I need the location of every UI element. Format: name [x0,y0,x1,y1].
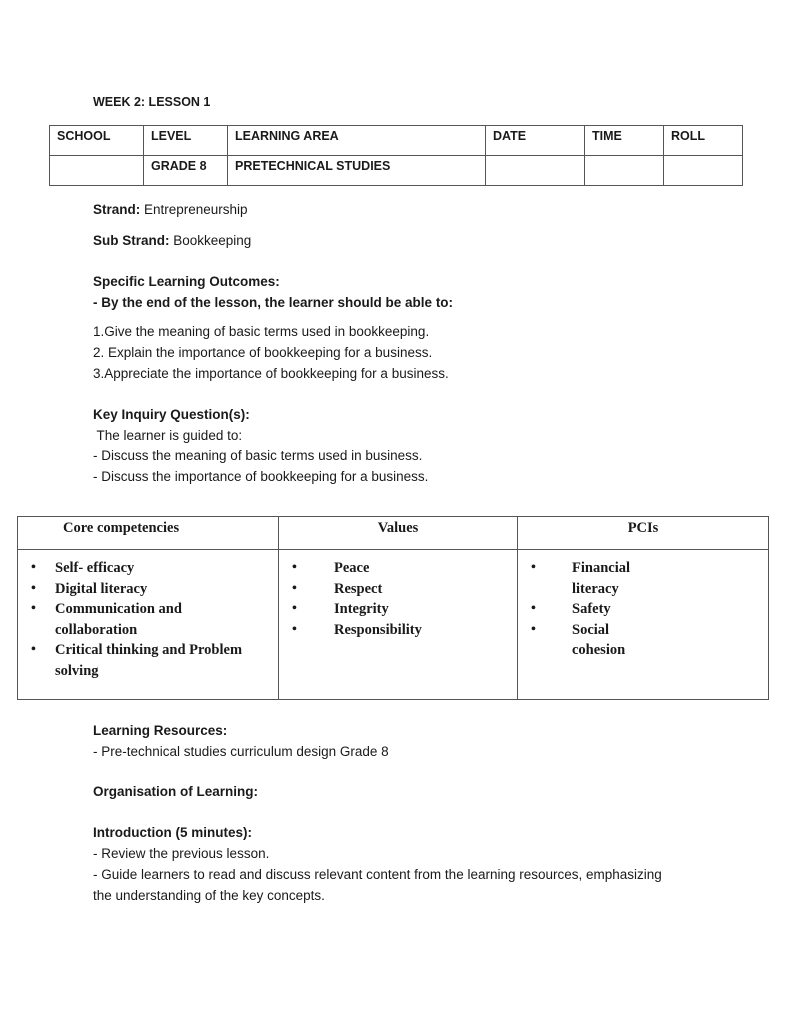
strand-line [93,199,248,220]
time-label: TIME [585,126,664,156]
outcomes-list [93,321,449,384]
core-competency-item: • Digital literacy [19,579,277,600]
date-label: DATE [486,126,585,156]
core-competency-item: • Critical thinking and Problem solving [19,640,277,681]
pci-item: • Financial literacy [519,558,669,599]
pci-item: • Safety [519,599,669,620]
level-label: LEVEL [144,126,228,156]
outcomes-intro: - By the end of the lesson, the learner should be able to: [93,295,454,310]
header-label-row [50,126,743,156]
inquiry-item: - Discuss the meaning of basic terms used in business. [93,448,423,463]
outcome-item: 1.Give the meaning of basic terms used in bookkeeping. [93,324,430,339]
outcomes-title: Specific Learning Outcomes: [93,274,280,289]
introduction-list [93,843,662,906]
value-item: • Peace [280,558,516,579]
introduction-item: - Guide learners to read and discuss relevant content from the learning resources, emphasizing [93,867,662,882]
roll-value [664,156,743,186]
value-item: • Integrity [280,599,516,620]
lesson-header-table [49,125,743,186]
outcome-item: 3.Appreciate the importance of bookkeeping for a business. [93,366,449,381]
competencies-table [17,516,769,700]
strand-label: Strand: [93,202,141,217]
week-lesson-heading: WEEK 2: LESSON 1 [93,95,211,109]
values-cell [279,550,518,700]
values-header: Values [279,517,518,550]
strand-value: Entrepreneurship [140,202,248,217]
sub-strand-line [93,230,251,251]
pcis-cell [518,550,769,700]
core-competency-item: • Self- efficacy [19,558,277,579]
resource-item: - Pre-technical studies curriculum design Grade 8 [93,744,389,759]
core-competencies-header: Core competencies [18,517,279,550]
inquiry-list [93,445,428,487]
core-competencies-cell [18,550,279,700]
value-item: • Respect [280,579,516,600]
pci-item: • Social cohesion [519,620,669,661]
introduction-item: - Review the previous lesson. [93,846,270,861]
learning-area-label: LEARNING AREA [228,126,486,156]
roll-label: ROLL [664,126,743,156]
school-value [50,156,144,186]
inquiry-item: - Discuss the importance of bookkeeping for a business. [93,469,429,484]
inquiry-intro: The learner is guided to: [93,428,243,443]
organisation-title: Organisation of Learning: [93,784,259,799]
outcome-item: 2. Explain the importance of bookkeeping for a business. [93,345,433,360]
level-value: GRADE 8 [144,156,228,186]
competencies-body-row [18,550,769,700]
pcis-header: PCIs [518,517,769,550]
resources-title: Learning Resources: [93,723,228,738]
competencies-header-row [18,517,769,550]
date-value [486,156,585,186]
sub-strand-label: Sub Strand: [93,233,170,248]
school-label: SCHOOL [50,126,144,156]
value-item: • Responsibility [280,620,516,641]
learning-area-value: PRETECHNICAL STUDIES [228,156,486,186]
header-value-row [50,156,743,186]
inquiry-title: Key Inquiry Question(s): [93,407,250,422]
introduction-item: the understanding of the key concepts. [93,888,325,903]
core-competency-item: • Communication and collaboration [19,599,277,640]
sub-strand-value: Bookkeeping [169,233,252,248]
time-value [585,156,664,186]
introduction-title: Introduction (5 minutes): [93,825,252,840]
